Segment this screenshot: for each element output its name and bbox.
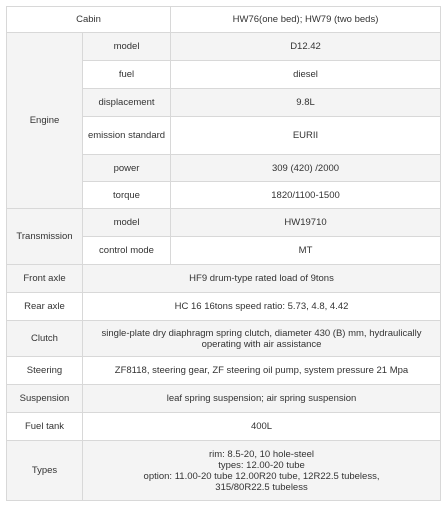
types-line: types: 12.00-20 tube (218, 459, 305, 471)
types-line: rim: 8.5-20, 10 hole-steel (208, 448, 315, 460)
table-row (7, 441, 441, 501)
engine-param: power (83, 155, 171, 182)
clutch-value: single-plate dry diaphragm spring clutch, diameter 430 (B) mm, hydraulically operating with air assistance (83, 321, 441, 357)
table-row (7, 265, 441, 293)
types-label: Types (7, 441, 83, 501)
types-line: option: 11.00-20 tube 12.00R20 tube, 12R22.5 tubeless, (143, 470, 380, 482)
table-row (7, 357, 441, 385)
cabin-label: Cabin (7, 7, 171, 33)
transmission-label: Transmission (7, 209, 83, 265)
engine-value: EURII (171, 117, 441, 155)
types-value (83, 441, 441, 501)
engine-value: D12.42 (171, 33, 441, 61)
table-row (7, 33, 441, 61)
engine-param: model (83, 33, 171, 61)
cabin-value: HW76(one bed); HW79 (two beds) (171, 7, 441, 33)
engine-param: fuel (83, 61, 171, 89)
fuel-tank-value: 400L (83, 413, 441, 441)
table-row (7, 293, 441, 321)
steering-label: Steering (7, 357, 83, 385)
clutch-label: Clutch (7, 321, 83, 357)
steering-value: ZF8118, steering gear, ZF steering oil pump, system pressure 21 Mpa (83, 357, 441, 385)
rear-axle-value: HC 16 16tons speed ratio: 5.73, 4.8, 4.42 (83, 293, 441, 321)
front-axle-value: HF9 drum-type rated load of 9tons (83, 265, 441, 293)
spec-table (6, 6, 441, 501)
table-row (7, 209, 441, 237)
fuel-tank-label: Fuel tank (7, 413, 83, 441)
table-row (7, 385, 441, 413)
engine-param: torque (83, 182, 171, 209)
engine-value: diesel (171, 61, 441, 89)
engine-value: 9.8L (171, 89, 441, 117)
suspension-label: Suspension (7, 385, 83, 413)
transmission-param: model (83, 209, 171, 237)
engine-label: Engine (7, 33, 83, 209)
table-row (7, 321, 441, 357)
table-row (7, 413, 441, 441)
transmission-value: MT (171, 237, 441, 265)
table-row (7, 7, 441, 33)
engine-param: displacement (83, 89, 171, 117)
transmission-param: control mode (83, 237, 171, 265)
rear-axle-label: Rear axle (7, 293, 83, 321)
front-axle-label: Front axle (7, 265, 83, 293)
transmission-value: HW19710 (171, 209, 441, 237)
types-line: 315/80R22.5 tubeless (215, 481, 308, 493)
engine-value: 309 (420) /2000 (171, 155, 441, 182)
suspension-value: leaf spring suspension; air spring suspension (83, 385, 441, 413)
engine-value: 1820/1100-1500 (171, 182, 441, 209)
engine-param: emission standard (83, 117, 171, 155)
